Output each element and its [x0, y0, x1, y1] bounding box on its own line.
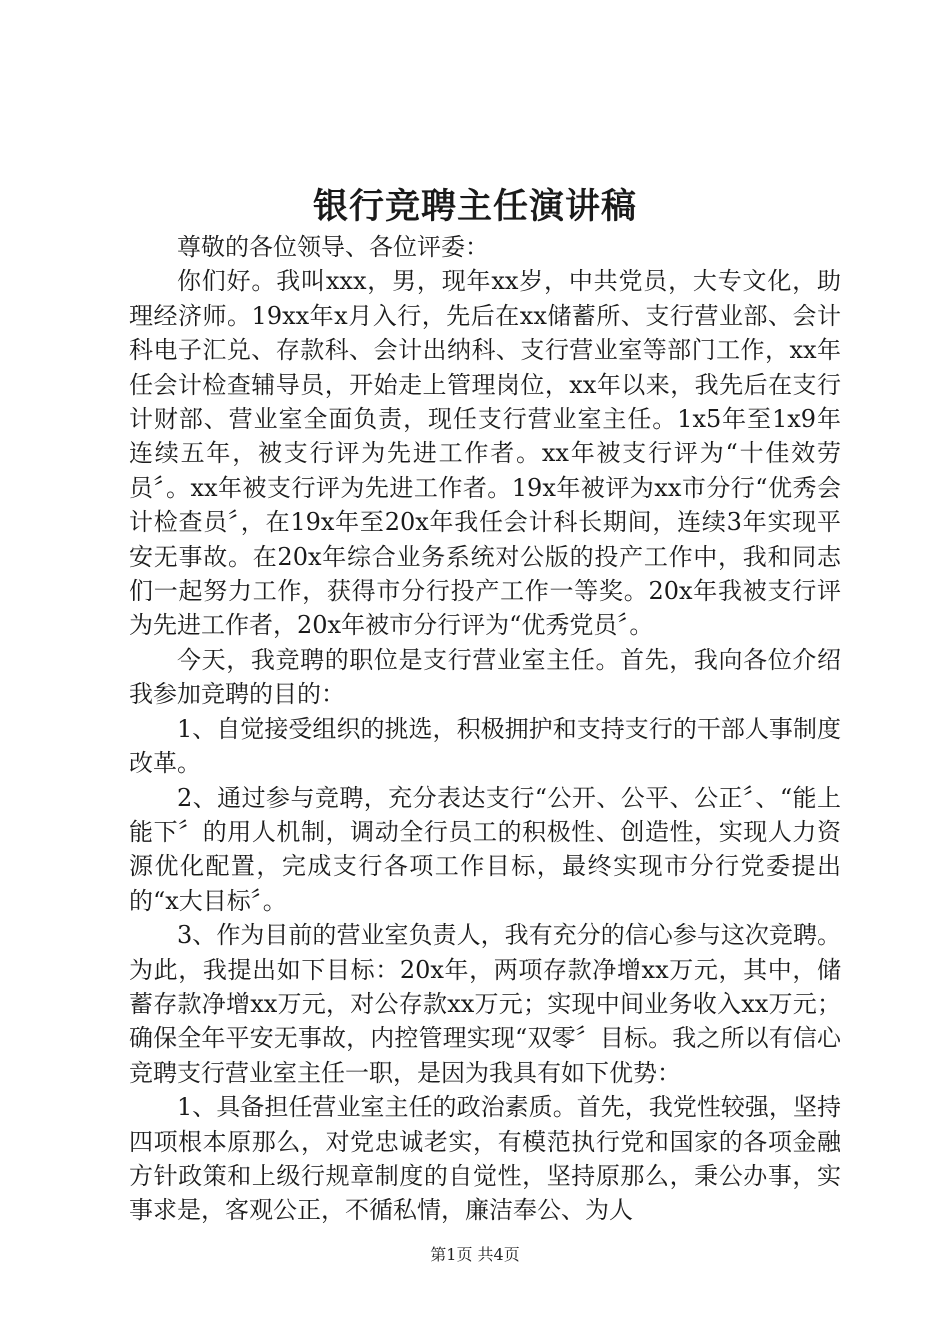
salutation-paragraph: 尊敬的各位领导、各位评委： — [177, 233, 489, 261]
purpose-item-2: 2、通过参与竞聘，充分表达支行“公开、公平、公正〞、“能上能下〞的用人机制，调动全行员工的积极性、创造性，实现人力资源优化配置，完成支行各项工作目标，最终实现市分行党委提出的“x大目标〞。 — [129, 783, 841, 915]
position-paragraph: 今天，我竞聘的职位是支行营业室主任。首先，我向各位介绍我参加竞聘的目的： — [129, 645, 841, 709]
advantage-item-1: 1、具备担任营业室主任的政治素质。首先，我党性较强，坚持四项根本原那么，对党忠诚老实，有模范执行党和国家的各项金融方针政策和上级行规章制度的自觉性，坚持原那么，秉公办事，实事求是，客观公正，不循私情，廉洁奉公、为人 — [129, 1093, 841, 1225]
document-body — [129, 230, 841, 1228]
purpose-item-1: 1、自觉接受组织的挑选，积极拥护和支持支行的干部人事制度改革。 — [129, 714, 841, 778]
introduction-paragraph: 你们好。我叫xxx，男，现年xx岁，中共党员，大专文化，助理经济师。19xx年x月入行，先后在xx储蓄所、支行营业部、会计科电子汇兑、存款科、会计出纳科、支行营业室等部门工作，xx年任会计检查辅导员，开始走上管理岗位，xx年以来，我先后在支行计财部、营业室全面负责，现任支行营业室主任。1x5年至1x9年连续五年，被支行评为先进工作者。xx年被支行评为“十佳效劳员〞。xx年被支行评为先进工作者。19x年被评为xx市分行“优秀会计检查员〞，在19x年至20x年我任会计科长期间，连续3年实现平安无事故。在20x年综合业务系统对公版的投产工作中，我和同志们一起努力工作，获得市分行投产工作一等奖。20x年我被支行评为先进工作者，20x年被市分行评为“优秀党员〞。 — [129, 267, 841, 640]
document-title: 银行竞聘主任演讲稿 — [312, 186, 637, 227]
page-footer: 第1页 共4页 — [430, 1245, 520, 1264]
purpose-item-3: 3、作为目前的营业室负责人，我有充分的信心参与这次竞聘。为此，我提出如下目标：20x年，两项存款净增xx万元，其中，储蓄存款净增xx万元，对公存款xx万元；实现中间业务收入xx万元；确保全年平安无事故，内控管理实现“双零〞目标。我之所以有信心竞聘支行营业室主任一职，是因为我具有如下优势： — [129, 921, 841, 1087]
